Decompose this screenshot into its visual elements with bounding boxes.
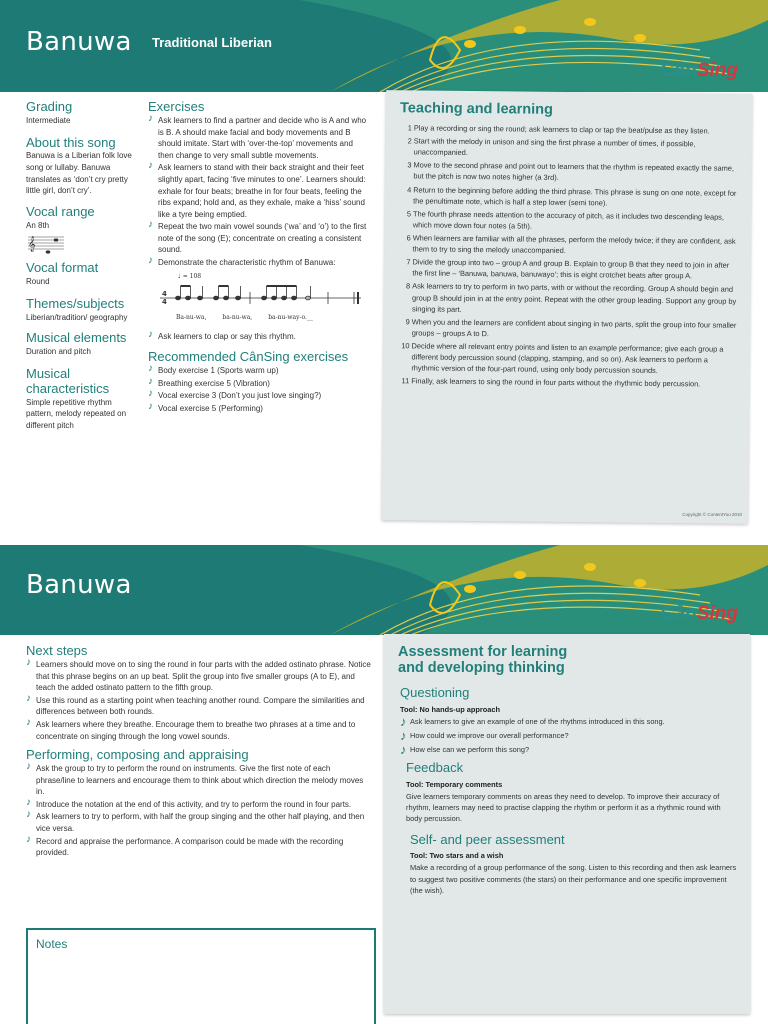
themes-value: Liberian/tradition/ geography <box>26 312 128 322</box>
assessment-heading-line2: and developing thinking <box>398 660 565 676</box>
cansing-logo <box>661 60 738 82</box>
logo-can: Cân <box>660 603 697 624</box>
next-steps-section <box>26 644 371 860</box>
teaching-step: 6 When learners are familiar with all the phrases, perform the melody twice; if they are confident, ask them to try to sing the melody unaccompanied. <box>406 233 736 256</box>
page1-header <box>0 0 768 92</box>
question-item: ♪ How else can we perform this song? <box>400 742 530 758</box>
exercise-item: ♪ Repeat the two main vowel sounds (‘wa’ and ‘o’) to the first note of the song (E); concentrate on creating a consistent sound. <box>148 219 367 255</box>
about-text: Banuwa is a Liberian folk love song or lullaby. Banuwa translates as ‘don’t cry pretty little girl, don’t cry’. <box>26 151 132 196</box>
teaching-step: 10 Decide where all relevant entry points and listen to an example performance; give each group a different body percussion sound (clapping, stamping, and so on). Ask learners to perform a rhythmic version of the four-part round, using only body percussion sounds. <box>401 341 724 376</box>
teaching-step: 2 Start with the melody in unison and sing the first phrase a number of times, if possible, unaccompanied. <box>407 136 696 158</box>
music-note-icon: ♪ <box>148 112 153 124</box>
teaching-heading: Teaching and learning <box>399 100 553 118</box>
questioning-tool: Tool: No hands-up approach <box>400 704 501 714</box>
exercise-item: ♪ Demonstrate the characteristic rhythm of Banuwa: <box>148 255 336 268</box>
recommended-item: ♪ Breathing exercise 5 (Vibration) <box>148 375 270 388</box>
music-note-icon: ♪ <box>26 809 31 821</box>
song-title: Banuwa <box>26 570 132 600</box>
self-peer-heading: Self- and peer assessment <box>410 831 565 847</box>
svg-text:4: 4 <box>162 289 167 298</box>
themes-heading: Themes/subjects <box>26 295 125 311</box>
teaching-step: 1 Play a recording or sing the round; ask learners to clap or tap the beat/pulse as they listen. <box>407 123 710 136</box>
performing-item: ♪ Record and appraise the performance. A comparison could be made with the recording provided. <box>26 833 344 858</box>
teaching-step: 7 Divide the group into two – group A and group B. Explain to group B that they need to join in after the first line – ‘Banuwa, banuwa, banuwayo’; this is eight crotchet beats after group A. <box>406 257 730 281</box>
performing-heading: Performing, composing and appraising <box>26 747 249 763</box>
exercise-item: ♪ Ask learners to stand with their back straight and their feet slightly apart, facing ‘five minutes to one’. Learners should: exhale for four beats; breathe in for four beats, feeling the ribs expand; hold and, as they exhale, make a ‘hiss’ sound like a tyre being emptied. <box>148 160 366 219</box>
feedback-heading: Feedback <box>406 760 464 776</box>
assessment-card <box>384 634 750 1014</box>
teaching-step: 5 The fourth phrase needs attention to the accuracy of pitch, as it includes two descending leaps, which move down four notes (a 5th). <box>406 209 725 231</box>
music-note-icon: ♪ <box>26 692 31 704</box>
next-step-item: ♪ Ask learners where they breathe. Encourage them to breathe two phrases at a time and to concentrate on singing through the long vowel sounds. <box>26 716 356 741</box>
self-peer-text: Make a recording of a group performance of the song. Listen to this recording and then ask learners to suggest two positive comments (the stars) on their performance and one specific improvement (the wish). <box>410 863 737 895</box>
page2-header <box>0 545 768 635</box>
rhythm-notation-graphic <box>156 280 366 314</box>
teaching-steps-list <box>397 122 740 390</box>
copyright-text: Copyright © ContentYou 2010 <box>682 512 742 517</box>
svg-text:4: 4 <box>162 297 167 306</box>
music-note-icon: ♪ <box>148 328 153 340</box>
music-note-icon: ♪ <box>26 716 31 728</box>
question-item: ♪ How could we improve our overall performance? <box>400 728 569 744</box>
music-note-icon: ♪ <box>400 728 407 744</box>
teaching-step: 3 Move to the second phrase and point out to learners that the rhythm is repeated exactly the same, but the pitch is now two notes higher (a 3rd). <box>407 160 734 183</box>
performing-item: ♪ Introduce the notation at the end of this activity, and try to perform the round in four parts. <box>26 796 352 809</box>
rhythm-lyrics <box>176 314 370 321</box>
music-note-icon: ♪ <box>148 400 153 412</box>
svg-text:𝄞: 𝄞 <box>28 237 36 253</box>
vocal-range-value: An 8th <box>26 220 50 230</box>
music-note-icon: ♪ <box>400 713 407 729</box>
recommended-item: ♪ Vocal exercise 3 (Don’t you just love singing?) <box>148 388 322 401</box>
music-note-icon: ♪ <box>26 796 31 808</box>
lyric-1: Ba-nu-wa, <box>176 313 207 321</box>
questioning-heading: Questioning <box>400 685 470 700</box>
song-info-column <box>26 100 136 432</box>
vocal-format-heading: Vocal format <box>26 260 99 276</box>
lyric-3: ba-nu-way-o.__ <box>268 313 313 321</box>
music-note-icon: ♪ <box>148 363 153 375</box>
teaching-step: 9 When you and the learners are confident about singing in two parts, split the group into four smaller groups – groups A to D. <box>405 317 737 339</box>
recommended-item: ♪ Body exercise 1 (Sports warm up) <box>148 363 279 376</box>
exercises-heading: Exercises <box>148 99 205 114</box>
teaching-step: 11 Finally, ask learners to sing the round in four parts without the rhythmic body percussion. <box>401 376 701 389</box>
musical-elements-heading: Musical elements <box>26 330 127 346</box>
recommended-item: ♪ Vocal exercise 5 (Performing) <box>148 400 263 413</box>
performing-item: ♪ Ask the group to try to perform the round on instruments. Give the first note of each phrase/line to learners and encourage them to think about which direction the melody moves in. <box>26 761 364 797</box>
teaching-step: 8 Ask learners to try to perform in two parts, with or without the recording. Group A should begin and group B should join in at the entry point. Repeat with the other group leading. Support any group by singing its part. <box>406 281 737 314</box>
recommended-heading: Recommended CânSing exercises <box>148 349 349 365</box>
self-peer-tool: Tool: Two stars and a wish <box>410 851 504 861</box>
question-item: ♪ Ask learners to give an example of one of the rhythms introduced in this song. <box>400 713 665 729</box>
lyric-2: ba-nu-wa, <box>222 313 253 321</box>
logo-sing: Sing <box>696 60 738 81</box>
performing-item: ♪ Ask learners to try to perform, with half the group singing and the other half playing, and then vice versa. <box>26 809 365 833</box>
music-note-icon: ♪ <box>148 375 153 387</box>
grading-value: Intermediate <box>26 115 71 125</box>
music-note-icon: ♪ <box>26 833 31 845</box>
music-note-icon: ♪ <box>148 219 153 231</box>
grading-heading: Grading <box>26 99 73 114</box>
characteristics-heading: Musical characteristics <box>26 365 110 396</box>
vocal-range-staff-icon <box>26 231 66 257</box>
music-note-icon: ♪ <box>148 255 153 267</box>
song-subtitle: Traditional Liberian <box>152 35 272 50</box>
logo-can: Cân <box>660 60 697 81</box>
next-step-item: ♪ Learners should move on to sing the round in four parts with the added ostinato phrase. Notice that this phrase begins on an up beat. Split the group into five smaller groups (A to E), and teach the added ostinato pattern to the fifth group. <box>26 656 371 693</box>
music-note-icon: ♪ <box>26 656 31 668</box>
next-step-item: ♪ Use this round as a starting point when teaching another round. Compare the similarities and differences between both rounds. <box>26 692 365 717</box>
vocal-range-heading: Vocal range <box>26 203 95 219</box>
notes-heading: Notes <box>36 937 68 951</box>
vocal-format-value: Round <box>26 277 50 287</box>
characteristics-value: Simple repetitive rhythm pattern, melody repeated on different pitch <box>26 397 127 431</box>
assessment-heading-line1: Assessment for learning <box>398 644 568 660</box>
teaching-learning-card <box>382 90 752 524</box>
logo-sing: Sing <box>696 603 738 624</box>
next-steps-heading: Next steps <box>26 643 88 658</box>
music-note-icon: ♪ <box>26 761 31 773</box>
exercise-item: ♪ Ask learners to find a partner and decide who is A and who is B. A should make facial and body movements and B should imitate. Start with ‘over-the-top’ movements and then change to very small subtle movements. <box>148 112 367 160</box>
feedback-tool: Tool: Temporary comments <box>406 780 503 790</box>
musical-elements-value: Duration and pitch <box>26 347 91 357</box>
music-note-icon: ♪ <box>148 160 153 172</box>
exercise-item: ♪ Ask learners to clap or say this rhythm. <box>148 328 296 341</box>
song-title: Banuwa <box>26 27 132 57</box>
feedback-text: Give learners temporary comments on areas they need to develop. To improve their accuracy of rhythm, learners may need to practise clapping the rhythm or perform it as a rhythmic round with body percussion. <box>406 792 721 824</box>
about-heading: About this song <box>26 134 116 150</box>
tempo-marking: ♩ = 108 <box>178 272 202 280</box>
notes-box[interactable] <box>26 928 376 1024</box>
cansing-logo <box>661 603 738 625</box>
teaching-step: 4 Return to the beginning before adding the third phrase. This phrase is sung on one note, except for the penultimate note, which is half a step lower (semi tone). <box>407 184 737 208</box>
music-note-icon: ♪ <box>400 742 407 758</box>
exercises-column <box>148 100 370 416</box>
music-note-icon: ♪ <box>148 388 153 400</box>
